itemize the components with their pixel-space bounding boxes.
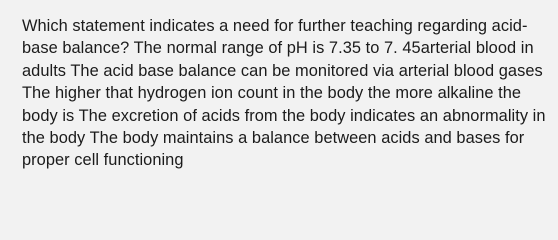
question-text: Which statement indicates a need for further teaching regarding acid-base balance? The normal range of pH is 7.35 to 7. 45arterial blood in adults The acid base balance can be monitored via arterial blood gases The higher that hydrogen ion count in the body the more alkaline the body is The excretion of acids from the body indicates an abnormality in the body The body maintains a balance between acids and bases for proper cell functioning [22,17,546,170]
